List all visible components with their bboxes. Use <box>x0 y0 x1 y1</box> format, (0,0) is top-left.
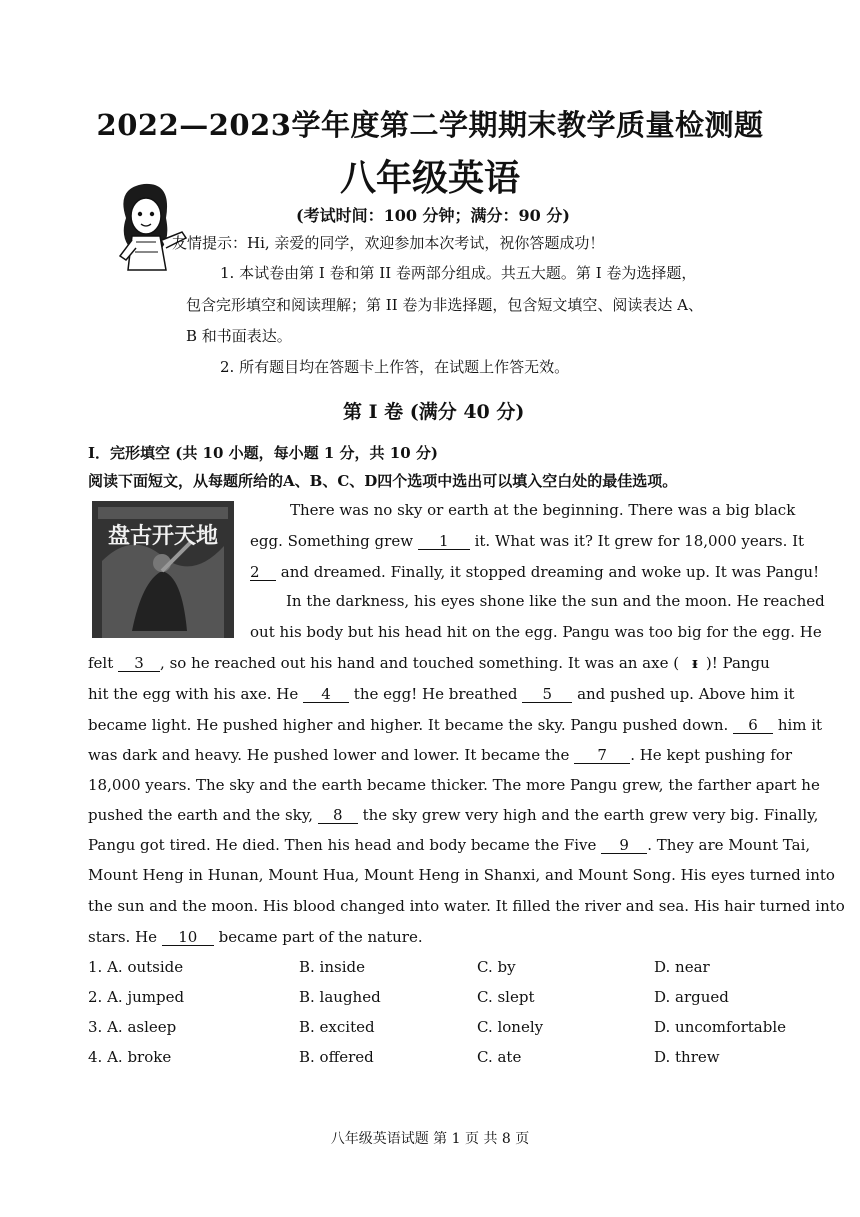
passage-text: became part of the nature. <box>218 928 423 946</box>
note-1-line-1: 1. 本试卷由第 I 卷和第 II 卷两部分组成。共五大题。第 I 卷为选择题， <box>220 264 697 282</box>
passage-line-3 <box>250 563 819 581</box>
passage-line-11 <box>88 806 818 824</box>
exam-title: 2022—2023学年度第二学期期末教学质量检测题 <box>96 108 764 142</box>
option-1c: C. by <box>477 958 516 976</box>
passage-text: egg. Something grew <box>250 532 414 550</box>
passage-line-5: out his body but his head hit on the egg. Pangu was too big for the egg. He <box>250 623 822 641</box>
passage-text: )! Pangu <box>705 654 770 672</box>
passage-text: and dreamed. Finally, it stopped dreaming and woke up. It was Pangu! <box>280 563 820 581</box>
passage-text: and pushed up. Above him it <box>577 685 795 703</box>
exam-subject: 八年级英语 <box>339 157 520 199</box>
friendly-tip: 友情提示：Hi, 亲爱的同学，欢迎参加本次考试，祝你答题成功！ <box>172 234 605 252</box>
option-1a: 1. A. outside <box>88 958 184 976</box>
blank-8: 8 <box>318 808 358 824</box>
passage-text: the egg! He breathed <box>353 685 518 703</box>
option-4c: C. ate <box>477 1048 522 1066</box>
option-1b: B. inside <box>299 958 365 976</box>
section-title: 第 I 卷 (满分 40 分) <box>343 401 525 423</box>
passage-line-4: In the darkness, his eyes shone like the sun and the moon. He reached <box>286 592 825 610</box>
passage-line-9 <box>88 746 792 764</box>
passage-text: stars. He <box>88 928 158 946</box>
passage-line-8 <box>88 716 822 734</box>
passage-line-14: the sun and the moon. His blood changed into water. It filled the river and sea. His hair turned into <box>88 897 845 915</box>
passage-line-7 <box>88 685 795 703</box>
note-1-line-3: B 和书面表达。 <box>186 327 292 345</box>
passage-line-12 <box>88 836 810 854</box>
blank-2: 2 <box>250 565 276 581</box>
blank-5: 5 <box>522 687 572 703</box>
note-1-line-2: 包含完形填空和阅读理解；第 II 卷为非选择题，包含短文填空、阅读表达 A、 <box>186 296 703 314</box>
option-1d: D. near <box>654 958 710 976</box>
book-cover-image <box>92 501 234 638</box>
passage-line-13: Mount Heng in Hunan, Mount Hua, Mount Heng in Shanxi, and Mount Song. His eyes turned into <box>88 866 835 884</box>
blank-4: 4 <box>303 687 349 703</box>
option-4a: 4. A. broke <box>88 1048 172 1066</box>
passage-text: pushed the earth and the sky, <box>88 806 313 824</box>
blank-10: 10 <box>162 930 214 946</box>
exam-info: (考试时间：100 分钟；满分：90 分) <box>296 206 570 225</box>
passage-text: hit the egg with his axe. He <box>88 685 299 703</box>
note-2: 2. 所有题目均在答题卡上作答，在试题上作答无效。 <box>220 358 570 376</box>
passage-line-1: There was no sky or earth at the beginning. There was a big black <box>290 501 796 519</box>
passage-text: him it <box>777 716 823 734</box>
option-2d: D. argued <box>654 988 729 1006</box>
option-3d: D. uncomfortable <box>654 1018 787 1036</box>
passage-line-10: 18,000 years. The sky and the earth became thicker. The more Pangu grew, the farther apart he <box>88 776 820 794</box>
option-2c: C. slept <box>477 988 535 1006</box>
passage-text: . He kept pushing for <box>630 746 793 764</box>
passage-text: the sky grew very high and the earth grew very big. Finally, <box>362 806 819 824</box>
page-footer: 八年级英语试题 第 1 页 共 8 页 <box>330 1131 530 1147</box>
part-title: I．完形填空 (共 10 小题，每小题 1 分，共 10 分) <box>88 444 438 462</box>
blank-3: 3 <box>118 656 160 672</box>
option-3c: C. lonely <box>477 1018 544 1036</box>
blank-9: 9 <box>601 838 647 854</box>
part-instruction: 阅读下面短文，从每题所给的A、B、C、D四个选项中选出可以填入空白处的最佳选项。 <box>88 472 678 490</box>
passage-text: , so he reached out his hand and touched something. It was an axe ( <box>160 654 680 672</box>
option-2a: 2. A. jumped <box>88 988 185 1006</box>
book-cover-title: 盘古开天地 <box>107 523 218 549</box>
blank-7: 7 <box>574 748 630 764</box>
option-3b: B. excited <box>299 1018 375 1036</box>
option-4d: D. threw <box>654 1048 720 1066</box>
passage-text: became light. He pushed higher and higher. It became the sky. Pangu pushed down. <box>88 716 729 734</box>
passage-line-15 <box>88 928 423 946</box>
option-3a: 3. A. asleep <box>88 1018 177 1036</box>
passage-text: . They are Mount Tai, <box>647 836 811 854</box>
blank-1: 1 <box>418 534 470 550</box>
blank-6: 6 <box>733 718 773 734</box>
passage-text: it. What was it? It grew for 18,000 years. It <box>474 532 805 550</box>
passage-line-6 <box>88 654 770 672</box>
passage-text: felt <box>88 654 114 672</box>
axe-icon: ᵻ <box>692 654 698 672</box>
passage-text: was dark and heavy. He pushed lower and lower. It became the <box>88 746 570 764</box>
passage-text: Pangu got tired. He died. Then his head and body became the Five <box>88 836 597 854</box>
passage-line-2 <box>250 532 804 550</box>
option-2b: B. laughed <box>299 988 381 1006</box>
option-4b: B. offered <box>299 1048 374 1066</box>
cartoon-girl-icon <box>106 178 190 272</box>
